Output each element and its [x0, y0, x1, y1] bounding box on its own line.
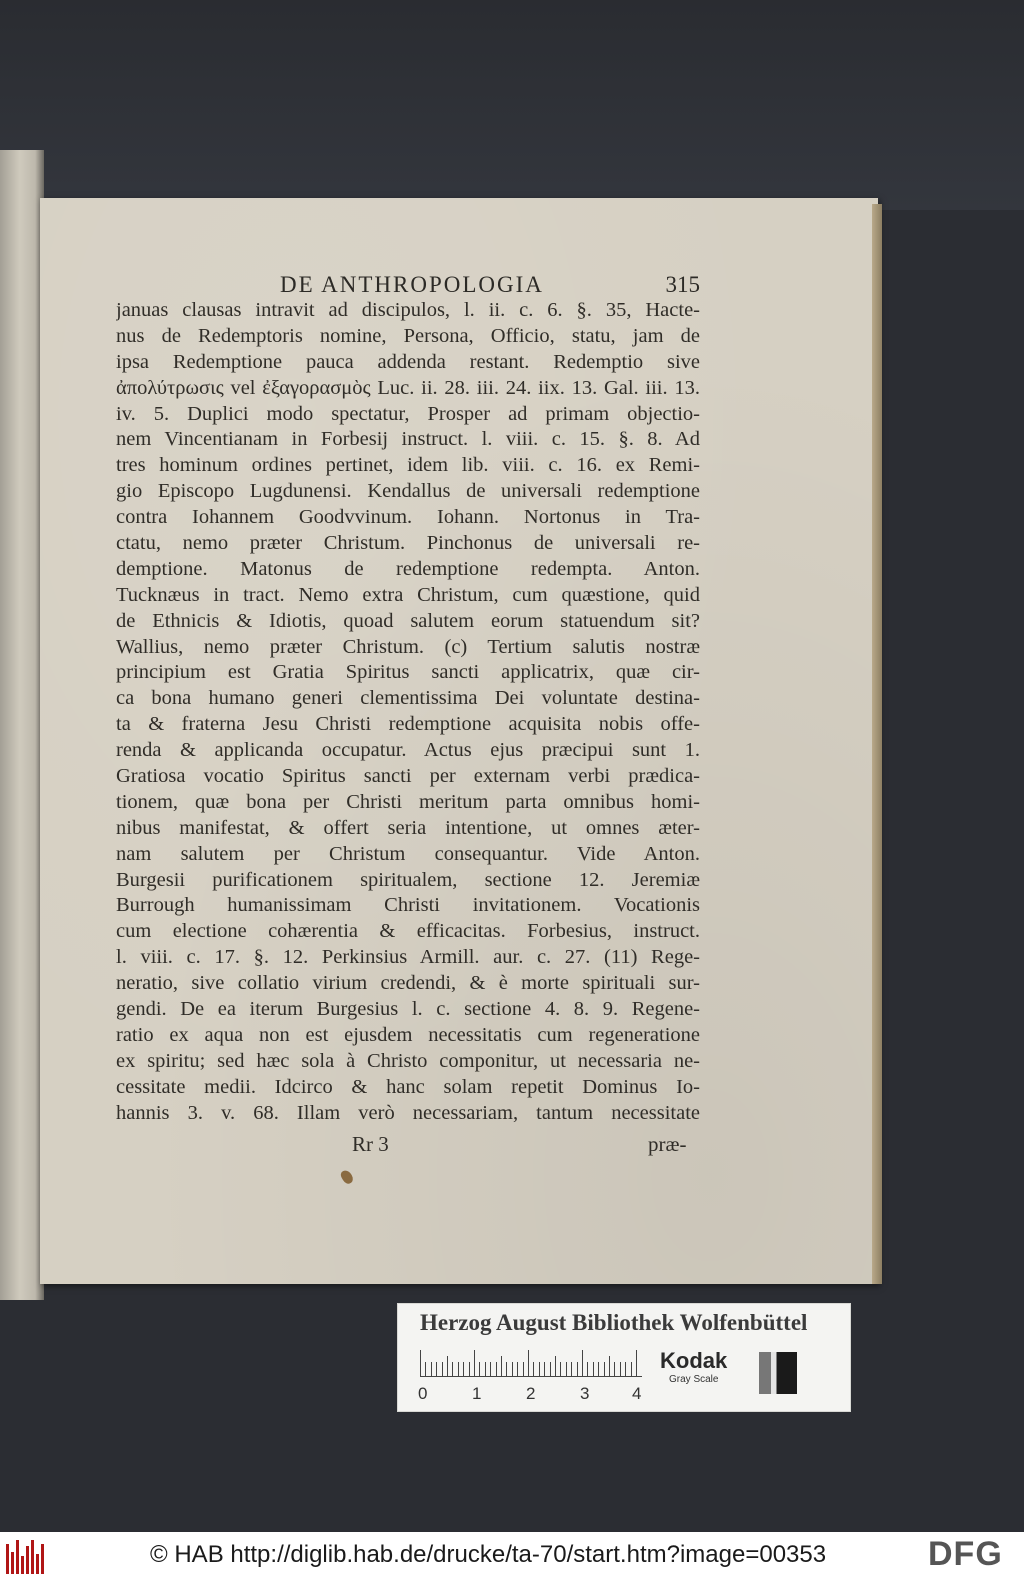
text-line: Burgesii purificationem spiritualem, sectione 12. Jeremiæ	[116, 868, 700, 891]
ruler-tick	[431, 1362, 432, 1376]
logo-bar	[11, 1552, 14, 1574]
scale-label: 2	[526, 1384, 536, 1403]
text-line: Tucknæus in tract. Nemo extra Christum, cum quæstione, quid	[116, 583, 700, 606]
ruler-tick	[506, 1362, 507, 1376]
color-calibration-bar	[397, 1303, 851, 1412]
text-line: principium est Gratia Spiritus sancti applicatrix, quæ cir-	[116, 661, 700, 684]
logo-bar	[41, 1544, 44, 1574]
ruler-tick	[571, 1362, 572, 1376]
text-line: contra Iohannem Goodvvinum. Iohann. Nortonus in Tra-	[116, 506, 700, 529]
ruler-tick	[614, 1362, 615, 1376]
gray-scale-swatch	[759, 1352, 797, 1394]
text-line: tres hominum ordines pertinet, idem lib. viii. c. 16. ex Remi-	[116, 454, 700, 477]
ruler-tick	[517, 1362, 518, 1376]
page-number: 315	[665, 272, 700, 297]
scale-label: 3	[580, 1384, 590, 1403]
ruler-tick	[577, 1362, 578, 1376]
ruler-tick	[587, 1362, 588, 1376]
ruler-tick	[620, 1362, 621, 1376]
body-text	[116, 298, 700, 1127]
scale-label: 4	[632, 1384, 642, 1403]
scale-label: 1	[472, 1384, 482, 1403]
ruler-tick	[479, 1362, 480, 1376]
logo-bar	[36, 1554, 39, 1574]
text-line: ta & fraterna Jesu Christi redemptione acquisita nobis offe-	[116, 713, 700, 736]
text-line: cessitate medii. Idcirco & hanc solam repetit Dominus Io-	[116, 1075, 700, 1098]
text-line: ipsa Redemptione pauca addenda restant. Redemptio sive	[116, 350, 700, 373]
ruler-tick	[598, 1362, 599, 1376]
text-line: ctatu, nemo præter Christum. Pinchonus de universali re-	[116, 532, 700, 555]
ruler-tick	[420, 1350, 421, 1376]
text-line: nibus manifestat, & offert seria intentione, ut omnes æter-	[116, 816, 700, 839]
ruler-tick	[609, 1356, 610, 1376]
ruler-tick	[523, 1362, 524, 1376]
running-head-title: DE ANTHROPOLOGIA	[280, 272, 544, 297]
scale-ruler-baseline	[420, 1376, 642, 1377]
text-line: l. viii. c. 17. §. 12. Perkinsius Armill. aur. c. 27. (11) Rege-	[116, 946, 700, 969]
page-fore-edge	[872, 204, 882, 1284]
logo-bar	[31, 1540, 34, 1574]
text-line: hannis 3. v. 68. Illam verò necessariam, tantum necessitate	[116, 1101, 700, 1124]
footer-bar	[0, 1532, 1024, 1582]
ruler-tick	[425, 1362, 426, 1376]
text-line: de Ethnicis & Idiotis, quoad salutem eorum statuendum sit?	[116, 609, 700, 632]
ruler-tick	[604, 1362, 605, 1376]
text-line: Burrough humanissimam Christi invitationem. Vocationis	[116, 894, 700, 917]
scan-background	[0, 0, 1024, 210]
ruler-tick	[593, 1362, 594, 1376]
text-line: ex spiritu; sed hæc sola à Christo componitur, ut necessaria ne-	[116, 1049, 700, 1072]
text-line: neratio, sive collatio virium credendi, & è morte spirituali sur-	[116, 972, 700, 995]
scale-label: 0	[418, 1384, 428, 1403]
text-line: nam salutem per Christum consequantur. Vide Anton.	[116, 842, 700, 865]
text-line: nem Vincentianam in Forbesij instruct. l. viii. c. 15. §. 8. Ad	[116, 428, 700, 451]
text-line: ἀπολύτρωσις vel ἐξαγορασμὸς Luc. ii. 28. iii. 24. iix. 13. Gal. iii. 13.	[116, 376, 700, 399]
ruler-tick	[539, 1362, 540, 1376]
ruler-tick	[458, 1362, 459, 1376]
text-line: nus de Redemptoris nomine, Persona, Officio, statu, jam de	[116, 324, 700, 347]
text-line: Gratiosa vocatio Spiritus sancti per externam verbi prædica-	[116, 765, 700, 788]
ruler-tick	[436, 1362, 437, 1376]
ruler-tick	[544, 1362, 545, 1376]
ruler-tick	[485, 1362, 486, 1376]
text-line: ratio ex aqua non est ejusdem necessitatis cum regeneratione	[116, 1023, 700, 1046]
ruler-tick	[474, 1350, 475, 1376]
text-line: iv. 5. Duplici modo spectatur, Prosper ad primam objectio-	[116, 402, 700, 425]
ruler-tick	[447, 1356, 448, 1376]
ruler-tick	[625, 1362, 626, 1376]
source-link[interactable]: © HAB http://diglib.hab.de/drucke/ta-70/start.htm?image=00353	[150, 1541, 827, 1568]
ruler-tick	[566, 1362, 567, 1376]
ruler-tick	[636, 1350, 637, 1376]
logo-bar	[21, 1556, 24, 1574]
hab-logo-icon	[6, 1540, 46, 1574]
logo-bar	[6, 1544, 9, 1574]
scale-labels	[414, 1384, 654, 1406]
text-line: gendi. De ea iterum Burgesius l. c. sectione 4. 8. 9. Regene-	[116, 998, 700, 1021]
catchword: præ-	[648, 1132, 687, 1156]
ruler-tick	[528, 1350, 529, 1376]
gray-scale-label: Gray Scale	[669, 1374, 719, 1385]
library-name: Herzog August Bibliothek Wolfenbüttel	[420, 1310, 808, 1335]
text-line: januas clausas intravit ad discipulos, l. ii. c. 6. §. 35, Hacte-	[116, 299, 700, 321]
ruler-tick	[555, 1356, 556, 1376]
text-line: ca bona humano generi clementissima Dei voluntate destina-	[116, 687, 700, 710]
kodak-brand: Kodak	[660, 1348, 728, 1373]
ruler-tick	[469, 1362, 470, 1376]
ruler-tick	[582, 1350, 583, 1376]
text-line: cum electione cohærentia & efficacitas. Forbesius, instruct.	[116, 920, 700, 943]
ruler-tick	[501, 1356, 502, 1376]
ruler-tick	[631, 1362, 632, 1376]
ruler-tick	[442, 1362, 443, 1376]
text-line: tionem, quæ bona per Christi meritum parta omnibus homi-	[116, 790, 700, 813]
text-line: gio Episcopo Lugdunensi. Kendallus de universali redemptione	[116, 480, 700, 503]
ruler-tick	[452, 1362, 453, 1376]
logo-bar	[26, 1546, 29, 1574]
text-line: renda & applicanda occupatur. Actus ejus præcipui sunt 1.	[116, 739, 700, 762]
text-line: demptione. Matonus de redemptione redempta. Anton.	[116, 557, 700, 580]
ruler-tick	[512, 1362, 513, 1376]
ruler-tick	[463, 1362, 464, 1376]
book-left-page-edge	[0, 150, 44, 1300]
ruler-tick	[533, 1362, 534, 1376]
ruler-tick	[496, 1362, 497, 1376]
signature-mark: Rr 3	[352, 1132, 389, 1156]
dfg-logo: DFG	[928, 1535, 1003, 1573]
logo-bar	[16, 1540, 19, 1574]
scale-ruler	[420, 1350, 642, 1376]
ruler-tick	[550, 1362, 551, 1376]
ruler-tick	[490, 1362, 491, 1376]
text-line: Wallius, nemo præter Christum. (c) Tertium salutis nostræ	[116, 635, 700, 658]
ruler-tick	[560, 1362, 561, 1376]
